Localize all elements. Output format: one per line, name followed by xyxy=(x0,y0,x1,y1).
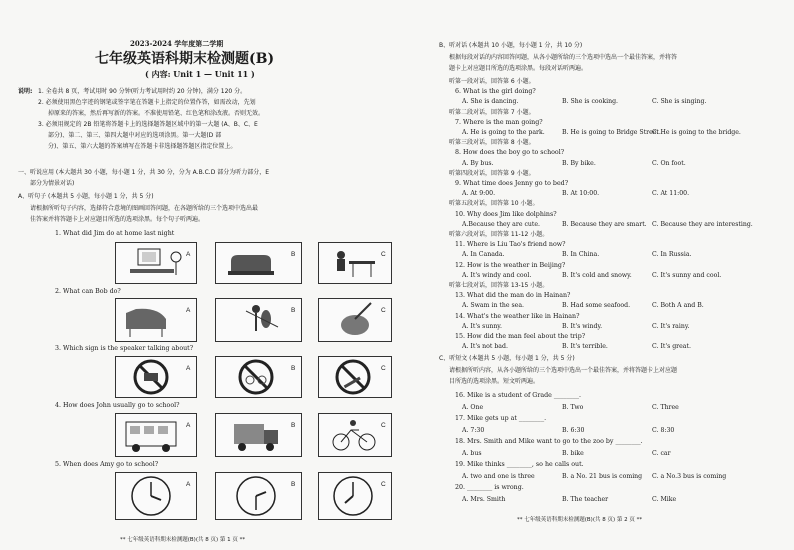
q3-image-a[interactable] xyxy=(115,356,197,398)
question-2: 2. What can Bob do? xyxy=(55,288,121,295)
option-a[interactable]: A. He is going to the park. xyxy=(462,129,545,136)
option-c[interactable]: C. On foot. xyxy=(652,159,686,167)
question-text: 13. What did the man do in Hainan? xyxy=(455,292,571,300)
option-c[interactable]: C. Both A and B. xyxy=(652,302,704,310)
partA-inst-2: 佳答案并将答题卡上对应题目所选的选项涂黑。每个句子听两遍。 xyxy=(30,216,205,223)
listening-note: 听第一段对话，回答第 6 小题。 xyxy=(449,78,535,85)
q2-label-b: B xyxy=(291,307,296,314)
option-c[interactable]: C. Mike xyxy=(652,495,677,503)
listening-note: 听第五段对话，回答第 10 小题。 xyxy=(449,200,539,208)
option-c[interactable]: C. 8:30 xyxy=(652,426,675,434)
q1-image-b[interactable] xyxy=(215,242,302,284)
option-c[interactable]: C. It's great. xyxy=(652,343,691,351)
option-a[interactable]: A. bus xyxy=(462,449,482,457)
option-b[interactable]: B. It's cold and snowy. xyxy=(562,271,632,279)
page-2 xyxy=(397,0,794,550)
option-b[interactable]: B. By bike. xyxy=(562,159,596,167)
q2-image-c[interactable] xyxy=(318,298,392,342)
instruction-line-1: 1. 全卷共 8 页，考试用时 90 分钟(听力考试用时约 20 分钟)，满分 120 分。 xyxy=(38,88,247,95)
footer-left: ** 七年级英语科期末检测题(B)(共 8 页) 第 1 页 ** xyxy=(120,537,246,543)
question-text: 6. What is the girl doing? xyxy=(455,88,536,96)
q4-label-b: B xyxy=(291,422,296,429)
instruction-line-2: 2. 必须使用黑色字迹的钢笔或签字笔在答题卡上指定的位置作答，如需改动，先划 xyxy=(38,99,256,106)
option-c[interactable]: C. He is going to the bridge. xyxy=(652,129,741,136)
q5-label-b: B xyxy=(291,481,296,488)
q4-image-b[interactable] xyxy=(215,413,302,457)
question-text: 7. Where is the man going? xyxy=(455,118,543,126)
option-b[interactable]: B. In China. xyxy=(562,251,600,259)
option-a[interactable]: A. By bus. xyxy=(462,159,494,167)
question-text: 8. How does the boy go to school? xyxy=(455,149,565,157)
option-c[interactable]: C. It's sunny and cool. xyxy=(652,271,722,279)
q4-label-a: A xyxy=(186,422,191,429)
q1-image-a[interactable] xyxy=(115,242,197,284)
option-b[interactable]: B. It's windy. xyxy=(562,322,603,330)
footer-right: ** 七年级英语科期末检测题(B)(共 8 页) 第 2 页 ** xyxy=(517,517,643,523)
bicycle-icon xyxy=(319,414,391,456)
question-1: 1. What did Jim do at home last night xyxy=(55,230,175,237)
q1-label-a: A xyxy=(186,251,191,258)
q3-label-b: B xyxy=(291,365,296,372)
option-b[interactable]: B. bike xyxy=(562,449,584,457)
q2-image-a[interactable] xyxy=(115,298,197,342)
computer-icon xyxy=(116,243,196,283)
instruction-line-6: 分)、第五、第六大题的答案填写在答题卡非选择题答题区指定位置上。 xyxy=(48,143,237,150)
q5-image-a[interactable] xyxy=(115,472,197,520)
q5-label-c: C xyxy=(381,481,386,488)
reading-icon xyxy=(319,243,391,283)
option-c[interactable]: C. Because they are interesting. xyxy=(652,220,753,228)
option-b[interactable]: B. Two xyxy=(562,403,584,411)
option-c[interactable]: C. car xyxy=(652,449,671,457)
term-line: 2023-2024 学年度第二学期 xyxy=(130,39,224,48)
no-eating-sign-icon xyxy=(116,357,196,397)
question-text: 14. What's the weather like in Hainan? xyxy=(455,312,580,320)
violin-icon xyxy=(216,299,301,341)
page-title: 七年级英语科期末检测题(B) xyxy=(95,51,275,67)
option-a[interactable]: A. It's windy and cool. xyxy=(462,271,532,279)
option-c[interactable]: C. a No.3 bus is coming xyxy=(652,472,727,480)
question-3: 3. Which sign is the speaker talking about? xyxy=(55,345,194,352)
instructions-label: 说明: xyxy=(18,88,33,95)
option-b[interactable]: B. He is going to Bridge Street. xyxy=(562,129,661,136)
section1-heading: 一、听说应用 (本大题共 30 小题，每小题 1 分，共 30 分，分为 A.B.C.D 部分为听力部分，E xyxy=(18,169,270,176)
partB-heading: B、听对话 (本题共 10 小题，每小题 1 分，共 10 分) xyxy=(439,42,583,49)
question-text: 9. What time does Jenny go to bed? xyxy=(455,180,569,187)
question-text: 20. ________ is wrong. xyxy=(455,484,524,491)
clock-icon xyxy=(319,473,391,519)
question-text: 12. How is the weather in Beijing? xyxy=(455,261,566,269)
partC-inst-1: 请根据所听内容，从各小题所给的三个选项中选出一个最佳答案，并将答题卡上对应题 xyxy=(449,367,678,374)
option-a[interactable]: A. At 9:00. xyxy=(462,190,496,198)
listening-note: 听第六段对话，回答第 11-12 小题。 xyxy=(449,231,549,238)
option-b[interactable]: B. Had some seafood. xyxy=(562,302,631,310)
option-c[interactable]: C. Three xyxy=(652,403,679,411)
bus-icon xyxy=(116,414,196,456)
option-a[interactable]: A. Mrs. Smith xyxy=(462,495,506,503)
instruction-line-3: 掉原来的答案，然后再写新的答案。不准使用铅笔、红色笔和涂改液。否则无效。 xyxy=(48,110,265,117)
option-c[interactable]: C. In Russia. xyxy=(652,251,692,259)
guitar-icon xyxy=(319,299,391,341)
option-b[interactable]: B. The teacher xyxy=(562,495,609,503)
option-b[interactable]: B. a No. 21 bus is coming xyxy=(562,472,643,480)
q4-image-a[interactable] xyxy=(115,413,197,457)
clock-icon xyxy=(216,473,301,519)
option-a[interactable]: A. Swam in the sea. xyxy=(462,302,524,310)
q2-label-a: A xyxy=(186,307,191,314)
option-a[interactable]: A. In Canada. xyxy=(462,251,505,259)
question-text: 19. Mike thinks ________, so he calls out. xyxy=(455,461,584,468)
partB-inst-2: 题卡上对应题目所选的选项涂黑。每段对话听两遍。 xyxy=(449,65,588,72)
instruction-line-5: 部分)、第二、第三、第四大题中对应的选项涂黑。第一大题(D 部 xyxy=(48,132,222,139)
q1-image-c[interactable] xyxy=(318,242,392,284)
option-b[interactable]: B. She is cooking. xyxy=(562,98,619,106)
option-b[interactable]: B. Because they are smart. xyxy=(562,220,647,228)
partC-inst-2: 目所选的选项涂黑。短文听两遍。 xyxy=(449,378,540,385)
q3-label-a: A xyxy=(186,365,191,372)
partA-inst-1: 请根据所听句子内容，选择符合意境的图画回答问题，在各题所给的三个选项中选出最 xyxy=(30,205,259,212)
option-a[interactable]: A. 7:30 xyxy=(462,426,485,434)
option-c[interactable]: C. At 11:00. xyxy=(652,190,690,198)
clock-icon xyxy=(116,473,196,519)
option-b[interactable]: B. It's terrible. xyxy=(562,343,608,351)
question-text: 10. Why does Jim like dolphins? xyxy=(455,210,557,218)
q4-image-c[interactable] xyxy=(318,413,392,457)
option-a[interactable]: A.Because they are cute. xyxy=(462,220,541,228)
content-scope: ( 内容: Unit 1 — Unit 11 ) xyxy=(145,69,255,79)
q2-image-b[interactable] xyxy=(215,298,302,342)
option-a[interactable]: A. One xyxy=(462,403,484,411)
q3-image-c[interactable] xyxy=(318,356,392,398)
option-c[interactable]: C. It's rainy. xyxy=(652,322,690,330)
option-b[interactable]: B. 6:30 xyxy=(562,426,585,434)
q1-label-c: C xyxy=(381,251,386,258)
no-smoking-sign-icon xyxy=(319,357,391,397)
listening-note: 听第四段对话，回答第 9 小题。 xyxy=(449,169,535,177)
partC-heading: C、听短文 (本题共 5 小题，每小题 1 分，共 5 分) xyxy=(439,355,575,362)
q5-image-b[interactable] xyxy=(215,472,302,520)
listening-note: 听第三段对话，回答第 8 小题。 xyxy=(449,139,535,147)
question-text: 18. Mrs. Smith and Mike want to go to the zoo by ________. xyxy=(455,438,643,445)
question-4: 4. How does John usually go to school? xyxy=(55,402,180,409)
piano-icon xyxy=(116,299,196,341)
listening-note: 听第七段对话，回答第 13-15 小题。 xyxy=(449,282,549,289)
question-text: 16. Mike is a student of Grade ________. xyxy=(455,392,582,399)
partA-heading: A、听句子 (本题共 5 小题，每小题 1 分，共 5 分) xyxy=(18,193,154,200)
option-a[interactable]: A. It's sunny. xyxy=(462,322,502,330)
option-a[interactable]: A. She is dancing. xyxy=(462,98,519,106)
partB-inst-1: 根据每段对话的内容回答问题，从各小题所给的三个选项中选出一个最佳答案，并将答 xyxy=(449,54,678,61)
option-c[interactable]: C. She is singing. xyxy=(652,98,707,106)
q5-label-a: A xyxy=(186,481,191,488)
q5-image-c[interactable] xyxy=(318,472,392,520)
q3-label-c: C xyxy=(381,365,386,372)
question-text: 15. How did the man feel about the trip? xyxy=(455,333,586,340)
section1-heading-2: 部分为情景对话) xyxy=(30,180,75,187)
q1-label-b: B xyxy=(291,251,296,258)
question-5: 5. When does Amy go to school? xyxy=(55,461,159,468)
q4-label-c: C xyxy=(381,422,386,429)
question-text: 11. Where is Liu Tao's friend now? xyxy=(455,241,566,249)
option-a[interactable]: A. It's not bad. xyxy=(462,343,508,351)
question-text: 17. Mike gets up at ________. xyxy=(455,415,547,422)
q3-image-b[interactable] xyxy=(215,356,302,398)
option-b[interactable]: B. At 10:00. xyxy=(562,190,600,198)
instruction-line-4: 3. 必须用规定的 2B 铅笔将答题卡上的选择题答题区域中的第一大题 (A、B、C、E xyxy=(38,121,258,128)
q2-label-c: C xyxy=(381,307,386,314)
no-bikes-sign-icon xyxy=(216,357,301,397)
listening-note: 听第二段对话，回答第 7 小题。 xyxy=(449,108,535,116)
sofa-tv-icon xyxy=(216,243,301,283)
truck-icon xyxy=(216,414,301,456)
option-a[interactable]: A. two and one is three xyxy=(462,472,535,480)
